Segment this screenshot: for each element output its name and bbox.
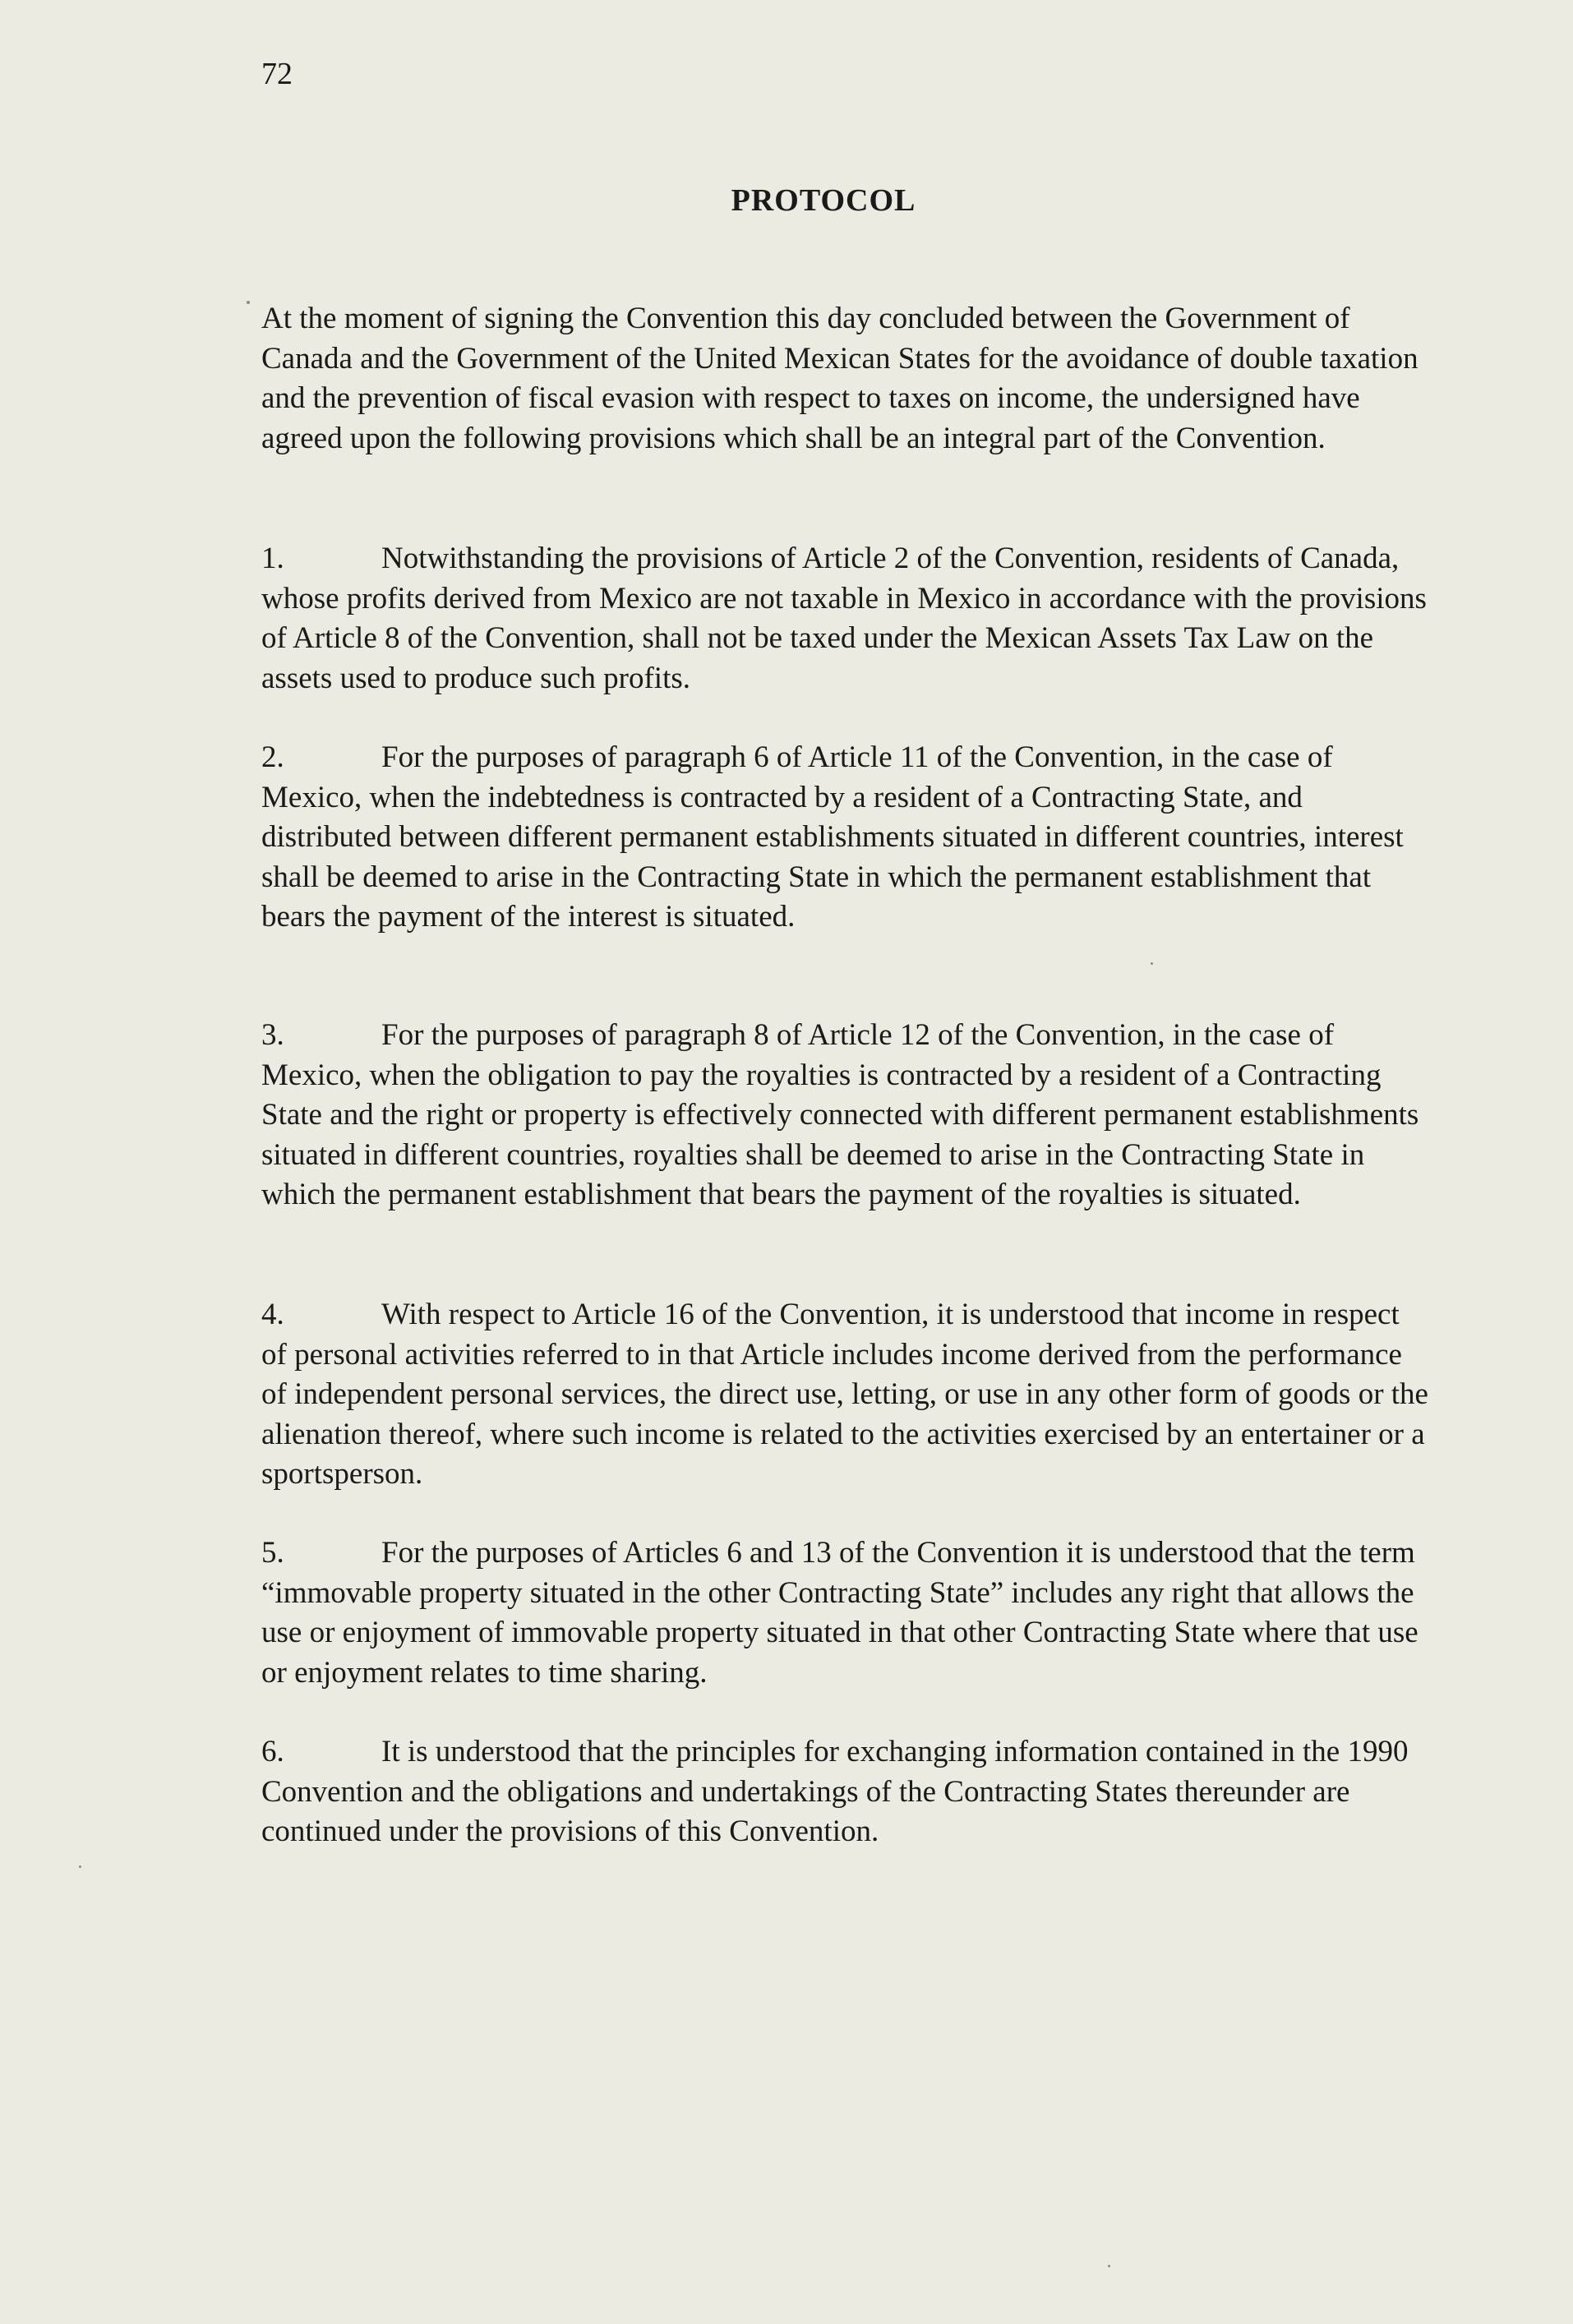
protocol-item-5 <box>261 1533 1428 1693</box>
item-text: Notwithstanding the provisions of Article 2 of the Convention, residents of Canada, whose profits derived from Mexico are not taxable in Mexico in accordance with the provisions of Article 8 of the Convention, shall not be taxed under the Mexican Assets Tax Law on the assets used to produce such profits. <box>261 542 1427 695</box>
item-number: 6. <box>261 1735 284 1768</box>
item-number: 1. <box>261 542 284 575</box>
page-number: 72 <box>261 57 293 91</box>
paper-speck <box>1108 2265 1110 2267</box>
intro-paragraph: At the moment of signing the Convention this day concluded between the Government of Canada and the Government of the United Mexican States for the avoidance of double taxation and the prevention of fiscal evasion with respect to taxes on income, the undersigned have agreed upon the following provisions which shall be an integral part of the Convention. <box>261 302 1418 455</box>
item-text: It is understood that the principles for exchanging information contained in the 1990 Convention and the obligations and undertakings of the Contracting States thereunder are continued under the provisions of this Convention. <box>261 1735 1409 1848</box>
item-number: 3. <box>261 1018 284 1052</box>
item-text: For the purposes of Articles 6 and 13 of the Convention it is understood that the term “immovable property situated in the other Contracting State” includes any right that allows the use or enjoyment of immovable property situated in that other Contracting State where that use or enjoyment relates to time sharing. <box>261 1536 1418 1690</box>
protocol-item-1 <box>261 539 1428 699</box>
item-text: For the purposes of paragraph 6 of Article 11 of the Convention, in the case of Mexico, when the indebtedness is contracted by a resident of a Contracting State, and distributed between different permanent establishments situated in different countries, interest shall be deemed to arise in the Contracting State in which the permanent establishment that bears the payment of the interest is situated. <box>261 740 1404 934</box>
item-text: For the purposes of paragraph 8 of Article 12 of the Convention, in the case of Mexico, when the obligation to pay the royalties is contracted by a resident of a Contracting State and the right or property is effectively connected with different permanent establishments situated in different countries, royalties shall be deemed to arise in the Contracting State in which the permanent establishment that bears the payment of the royalties is situated. <box>261 1018 1419 1211</box>
protocol-item-4 <box>261 1295 1428 1495</box>
protocol-item-6 <box>261 1732 1428 1852</box>
protocol-item-3 <box>261 1016 1428 1215</box>
item-number: 4. <box>261 1298 284 1331</box>
paper-speck <box>247 301 250 304</box>
item-text: With respect to Article 16 of the Convention, it is understood that income in respect of personal activities referred to in that Article includes income derived from the performance of independent personal services, the direct use, letting, or use in any other form of goods or the alienation thereof, where such income is related to the activities exercised by an entertainer or a sportsperson. <box>261 1298 1428 1491</box>
paper-speck <box>79 1865 81 1868</box>
paper-speck <box>1151 962 1153 965</box>
item-number: 2. <box>261 740 284 774</box>
item-number: 5. <box>261 1536 284 1570</box>
page-title: PROTOCOL <box>731 183 916 218</box>
protocol-item-2 <box>261 738 1428 938</box>
